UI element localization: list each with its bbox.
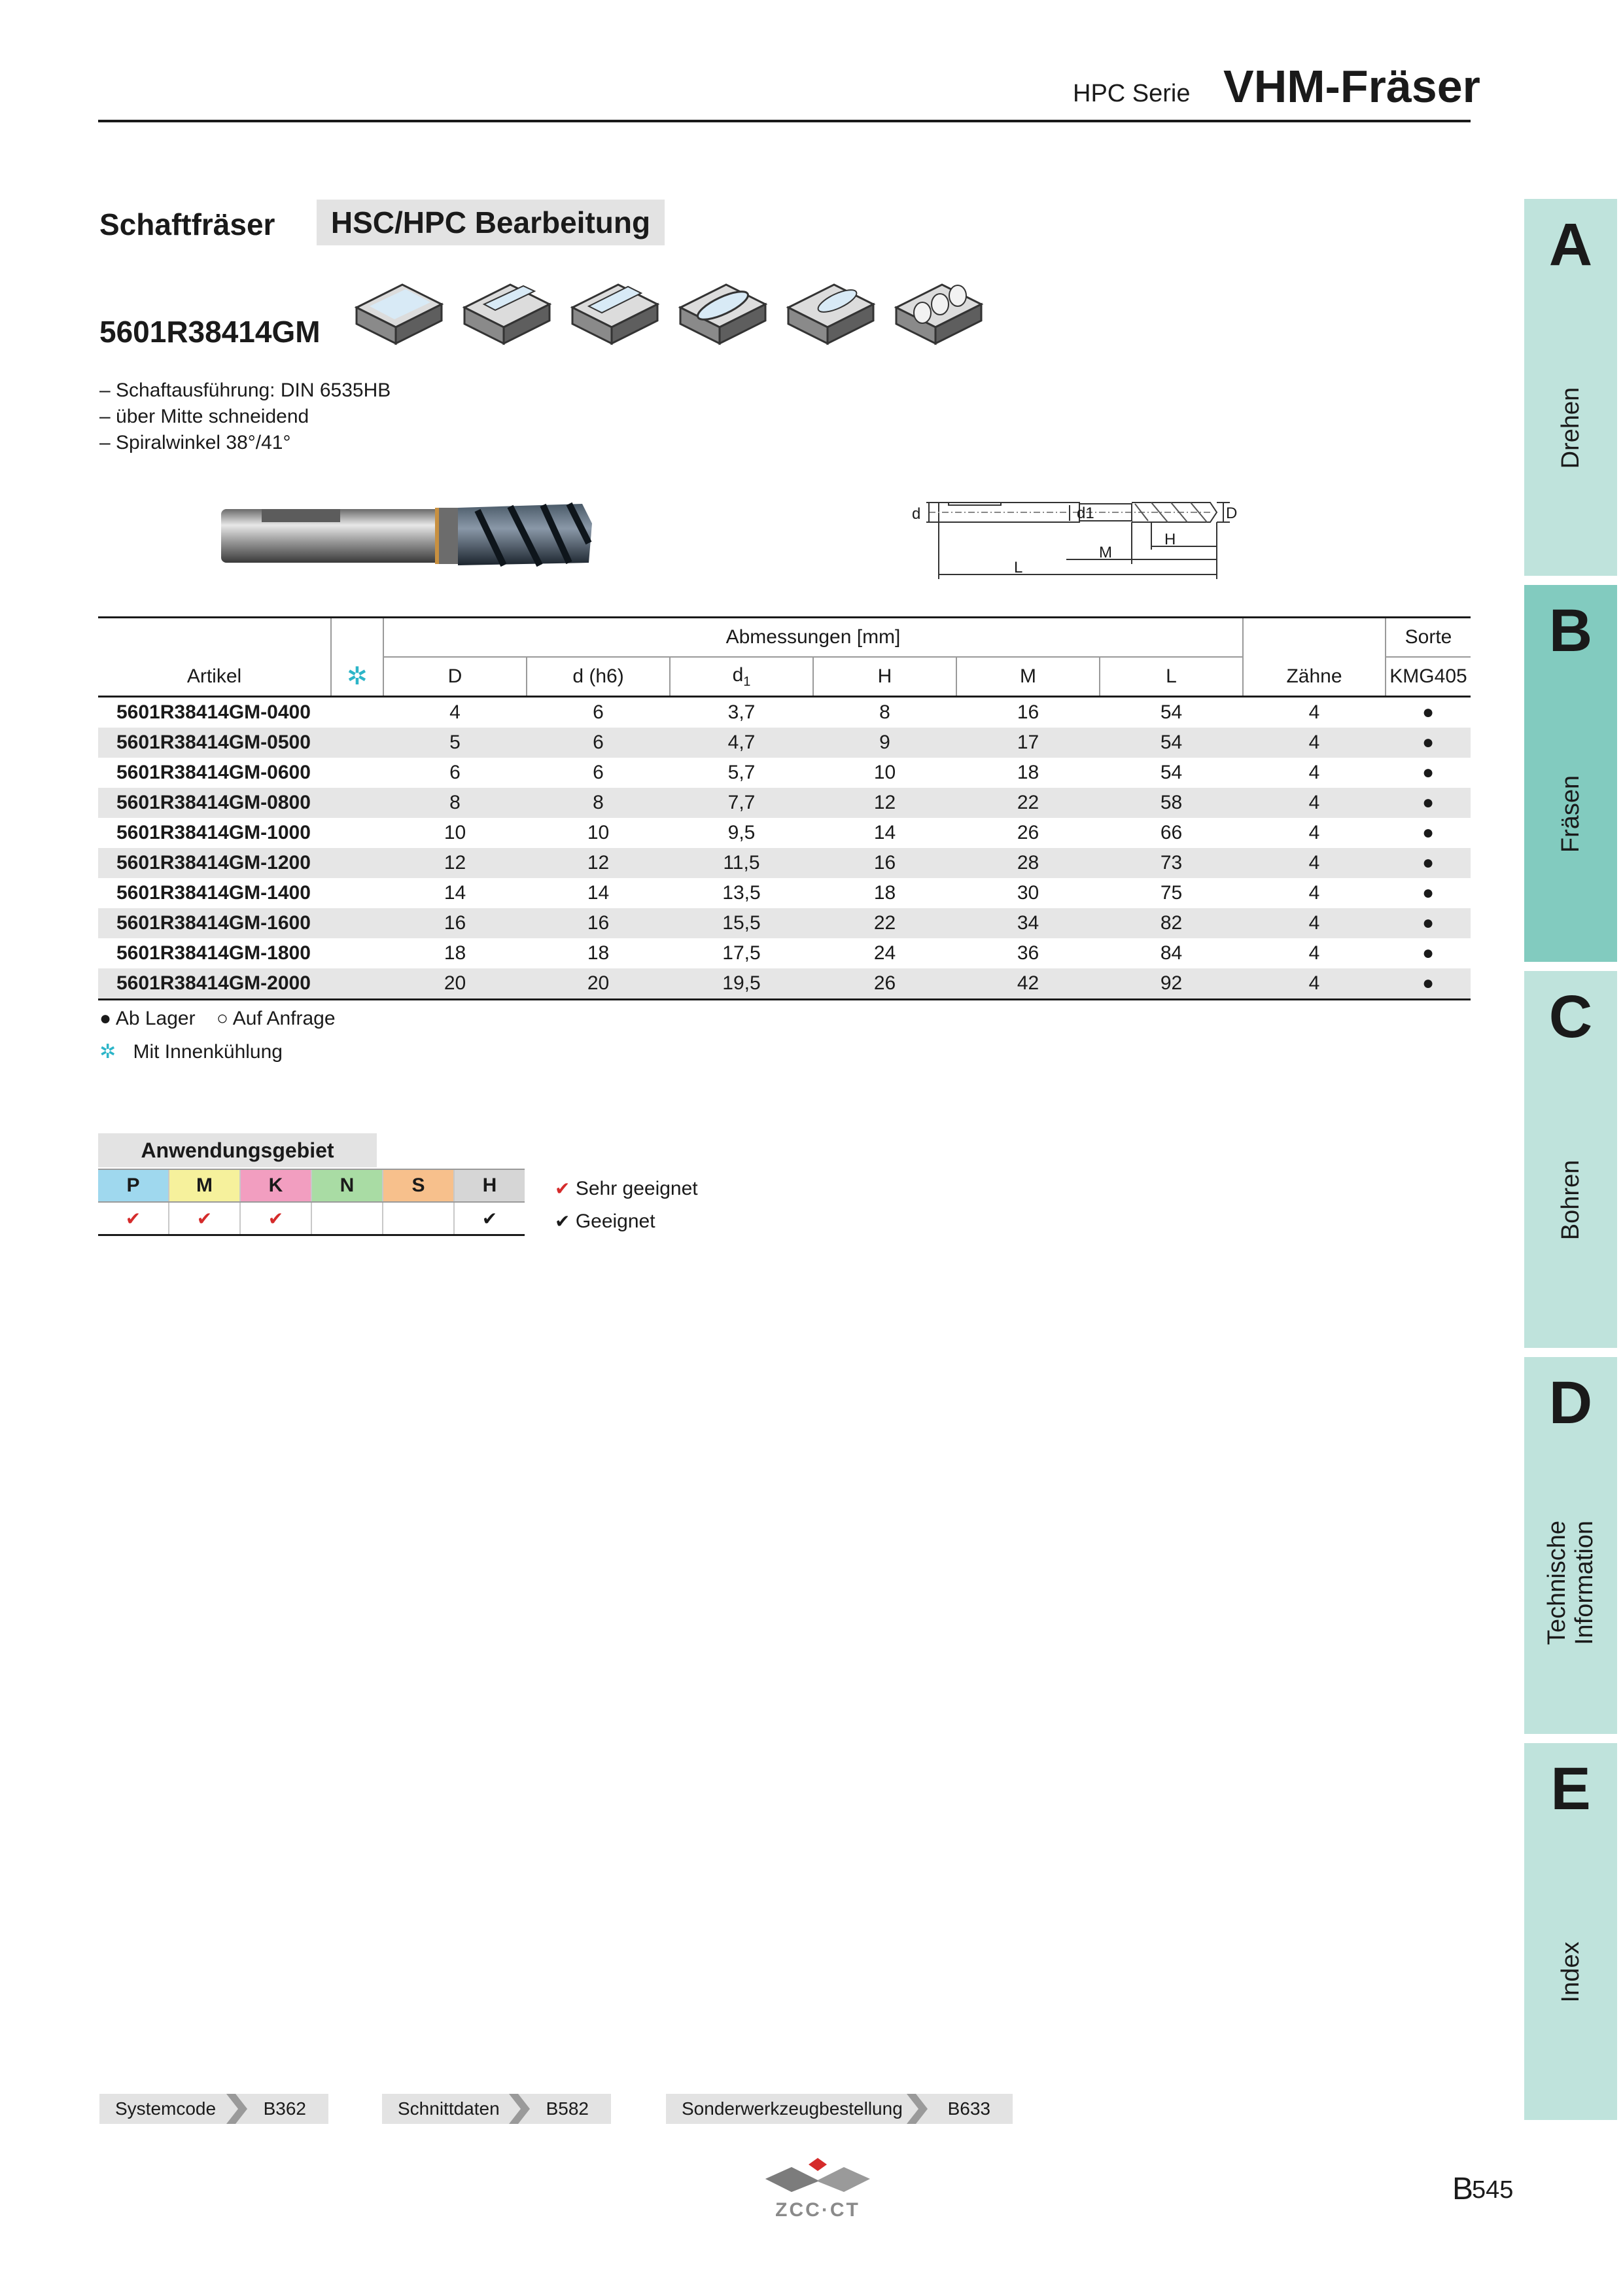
- cell-d1: 11,5: [670, 848, 813, 878]
- table-row: [98, 818, 1471, 848]
- cell-L: 58: [1100, 788, 1243, 818]
- cell-H: 8: [879, 701, 890, 723]
- cell-M: 42: [956, 968, 1100, 1000]
- cell-d: 8: [527, 788, 670, 818]
- legend-coolant: ✲ Mit Innenkühlung: [99, 1041, 283, 1063]
- cell-d1: 17,5: [722, 942, 761, 964]
- cell-stock: ●: [1422, 762, 1435, 783]
- cell-M: 36: [1017, 942, 1039, 964]
- material-group-n: N: [311, 1169, 383, 1202]
- cell-stock: ●: [1422, 822, 1435, 843]
- header-d-h6: d (h6): [527, 657, 670, 697]
- cell-artikel: 5601R38414GM-2000: [98, 968, 331, 1000]
- cell-H: 22: [813, 908, 956, 938]
- closed-pocket-icon: [788, 285, 873, 344]
- feature-center-cutting: – über Mitte schneidend: [99, 406, 309, 427]
- suitability-mark: ✔: [169, 1202, 240, 1235]
- cell-L: 73: [1100, 848, 1243, 878]
- cell-d1: 3,7: [727, 701, 756, 723]
- section-title: Schaftfräser: [99, 207, 275, 241]
- coolant-icon: ✲: [331, 657, 383, 697]
- cell-M: 26: [1017, 822, 1039, 843]
- table-row: [98, 728, 1471, 758]
- cell-L: 54: [1160, 701, 1183, 723]
- cell-stock: ●: [1386, 788, 1471, 818]
- cell-D: 20: [383, 968, 527, 1000]
- dimension-drawing: [909, 491, 1263, 582]
- chevron-right-icon: [904, 2094, 930, 2124]
- header-d1: $d_1$: [670, 657, 813, 697]
- cell-d: 6: [527, 728, 670, 758]
- cell-coolant: [331, 968, 383, 1000]
- cell-H: 24: [873, 942, 896, 964]
- cell-D: 5: [383, 728, 527, 758]
- cell-coolant: [331, 697, 383, 728]
- cell-stock: ●: [1386, 908, 1471, 938]
- cell-stock: ●: [1422, 701, 1435, 723]
- slot-icon: [572, 285, 657, 344]
- cell-stock: ●: [1386, 848, 1471, 878]
- cell-zaehne: 4: [1243, 788, 1386, 818]
- cell-d1: 9,5: [727, 822, 756, 843]
- suitability-mark: [311, 1202, 383, 1235]
- cell-L: 92: [1100, 968, 1243, 1000]
- cell-D: 4: [449, 701, 461, 723]
- cell-H: 14: [873, 822, 896, 843]
- header-grade: KMG405: [1386, 657, 1471, 697]
- material-group-m: M: [169, 1169, 240, 1202]
- legend-suitable: ✔ Geeignet: [555, 1210, 655, 1232]
- application-grid: [98, 1169, 525, 1236]
- cell-H: 16: [813, 848, 956, 878]
- dimensions-table: [98, 616, 1471, 1000]
- chevron-right-icon: [506, 2094, 532, 2124]
- cell-d1: 13,5: [722, 882, 761, 904]
- cell-zaehne: 4: [1243, 908, 1386, 938]
- cell-d1: 19,5: [670, 968, 813, 1000]
- tab-bohren[interactable]: C Bohren: [1524, 971, 1617, 1348]
- cell-H: 18: [873, 882, 896, 904]
- table-row: [98, 878, 1471, 908]
- cell-M: 17: [956, 728, 1100, 758]
- cell-artikel: 5601R38414GM-0400: [116, 701, 311, 723]
- cell-L: 54: [1100, 728, 1243, 758]
- feature-shank: – Schaftausführung: DIN 6535HB: [99, 380, 391, 401]
- feature-helix: – Spiralwinkel 38°/41°: [99, 432, 291, 453]
- cell-artikel: 5601R38414GM-1200: [98, 848, 331, 878]
- dim-label-M: M: [1099, 544, 1112, 561]
- cell-coolant: [331, 848, 383, 878]
- cell-d: 6: [593, 762, 604, 783]
- cell-d: 10: [587, 822, 610, 843]
- cell-M: 30: [1017, 882, 1039, 904]
- page-number: 545: [1472, 2176, 1514, 2204]
- cell-L: 82: [1100, 908, 1243, 938]
- cell-H: 9: [813, 728, 956, 758]
- zcc-ct-logo: ZCC·CT: [759, 2153, 877, 2221]
- header-series: HPC Serie: [1073, 80, 1191, 107]
- cell-coolant: [331, 938, 383, 968]
- dim-label-d: d: [912, 505, 921, 523]
- cell-zaehne: 4: [1308, 942, 1320, 964]
- legend-stock: ● Ab Lager ○ Auf Anfrage: [99, 1008, 336, 1029]
- table-row: [98, 848, 1471, 878]
- cell-D: 12: [383, 848, 527, 878]
- cell-coolant: [331, 818, 383, 848]
- cell-d: 18: [587, 942, 610, 964]
- dim-label-D: D: [1226, 504, 1238, 522]
- cell-d1: 7,7: [670, 788, 813, 818]
- logo-mark: [759, 2153, 877, 2199]
- nav-systemcode[interactable]: Systemcode B362: [99, 2094, 328, 2124]
- header-M: M: [956, 657, 1100, 697]
- dim-label-d1: d1: [1077, 504, 1094, 522]
- cell-artikel: 5601R38414GM-0500: [98, 728, 331, 758]
- cell-coolant: [331, 788, 383, 818]
- tab-technische-information[interactable]: D Technische Information: [1524, 1357, 1617, 1734]
- cell-artikel: 5601R38414GM-1400: [116, 882, 311, 904]
- cell-d: 14: [587, 882, 610, 904]
- tab-index[interactable]: E Index: [1524, 1743, 1617, 2120]
- cell-D: 10: [444, 822, 466, 843]
- cell-L: 66: [1160, 822, 1183, 843]
- coolant-icon: ✲: [99, 1041, 116, 1063]
- cell-D: 16: [383, 908, 527, 938]
- table-row: [98, 908, 1471, 938]
- header-zaehne: Zähne: [1243, 657, 1386, 697]
- cell-zaehne: 4: [1243, 848, 1386, 878]
- cell-H: 26: [813, 968, 956, 1000]
- cell-L: 54: [1160, 762, 1183, 783]
- cell-D: 18: [444, 942, 466, 964]
- cell-coolant: [331, 878, 383, 908]
- cell-M: 16: [1017, 701, 1039, 723]
- cell-zaehne: 4: [1243, 968, 1386, 1000]
- cell-H: 12: [813, 788, 956, 818]
- face-milling-icon: [357, 285, 442, 344]
- dim-label-H: H: [1164, 531, 1176, 548]
- cell-d1: 4,7: [670, 728, 813, 758]
- cell-D: 14: [444, 882, 466, 904]
- suitability-mark: ✔: [454, 1202, 525, 1235]
- cell-stock: ●: [1422, 882, 1435, 904]
- cell-L: 75: [1160, 882, 1183, 904]
- product-code: 5601R38414GM: [99, 315, 321, 349]
- cell-stock: ●: [1386, 728, 1471, 758]
- table-row: [98, 697, 1471, 728]
- application-title: Anwendungsgebiet: [98, 1133, 377, 1167]
- cell-artikel: 5601R38414GM-0600: [116, 762, 311, 783]
- cell-zaehne: 4: [1308, 701, 1320, 723]
- cell-d1: 15,5: [670, 908, 813, 938]
- cell-d: 16: [527, 908, 670, 938]
- cell-D: 8: [383, 788, 527, 818]
- cell-coolant: [331, 908, 383, 938]
- material-group-p: P: [98, 1169, 169, 1202]
- section-tag: HSC/HPC Bearbeitung: [317, 200, 665, 245]
- header-rule: [98, 120, 1471, 122]
- operation-icons: [353, 268, 994, 353]
- page-title: VHM-Fräser: [1223, 61, 1480, 112]
- material-group-s: S: [383, 1169, 454, 1202]
- cell-D: 6: [449, 762, 461, 783]
- header-abmessungen: Abmessungen [mm]: [383, 618, 1243, 658]
- nav-schnittdaten[interactable]: Schnittdaten B582: [382, 2094, 611, 2124]
- cell-M: 34: [956, 908, 1100, 938]
- cell-M: 22: [956, 788, 1100, 818]
- cell-artikel: 5601R38414GM-1000: [116, 822, 311, 843]
- header-D: D: [383, 657, 527, 697]
- cell-artikel: 5601R38414GM-0800: [98, 788, 331, 818]
- suitability-mark: [383, 1202, 454, 1235]
- cell-d: 6: [593, 701, 604, 723]
- cell-artikel: 5601R38414GM-1600: [98, 908, 331, 938]
- chevron-right-icon: [224, 2094, 250, 2124]
- cell-H: 10: [873, 762, 896, 783]
- legend-very-suitable: ✔ Sehr geeignet: [555, 1178, 698, 1199]
- cell-zaehne: 4: [1308, 822, 1320, 843]
- table-row: [98, 968, 1471, 1000]
- plunge-icon: [896, 285, 981, 344]
- page-letter: B: [1452, 2172, 1474, 2206]
- cell-coolant: [331, 758, 383, 788]
- cell-artikel: 5601R38414GM-1800: [116, 942, 311, 964]
- cell-stock: ●: [1422, 942, 1435, 964]
- material-group-h: H: [454, 1169, 525, 1202]
- header-sorte: Sorte: [1386, 618, 1471, 658]
- end-mill-image: [216, 497, 595, 576]
- suitability-mark: ✔: [98, 1202, 169, 1235]
- header-H: H: [813, 657, 956, 697]
- table-row: [98, 758, 1471, 788]
- cell-M: 18: [1017, 762, 1039, 783]
- cell-zaehne: 4: [1308, 882, 1320, 904]
- cell-d: 12: [527, 848, 670, 878]
- groove-icon: [464, 285, 550, 344]
- header-artikel: Artikel: [98, 657, 331, 697]
- cell-M: 28: [956, 848, 1100, 878]
- tab-fraesen[interactable]: B Fräsen: [1524, 585, 1617, 962]
- dim-label-L: L: [1014, 559, 1023, 576]
- cell-d1: 5,7: [727, 762, 756, 783]
- table-row: [98, 938, 1471, 968]
- pocket-icon: [680, 285, 765, 344]
- cell-coolant: [331, 728, 383, 758]
- nav-sonderwerkzeugbestellung[interactable]: Sonderwerkzeugbestellung B633: [666, 2094, 1013, 2124]
- suitability-mark: ✔: [240, 1202, 311, 1235]
- header-L: L: [1100, 657, 1243, 697]
- cell-L: 84: [1160, 942, 1183, 964]
- table-row: [98, 788, 1471, 818]
- cell-zaehne: 4: [1243, 728, 1386, 758]
- material-group-k: K: [240, 1169, 311, 1202]
- tab-drehen[interactable]: A Drehen: [1524, 199, 1617, 576]
- cell-zaehne: 4: [1308, 762, 1320, 783]
- cell-stock: ●: [1386, 968, 1471, 1000]
- cell-d: 20: [527, 968, 670, 1000]
